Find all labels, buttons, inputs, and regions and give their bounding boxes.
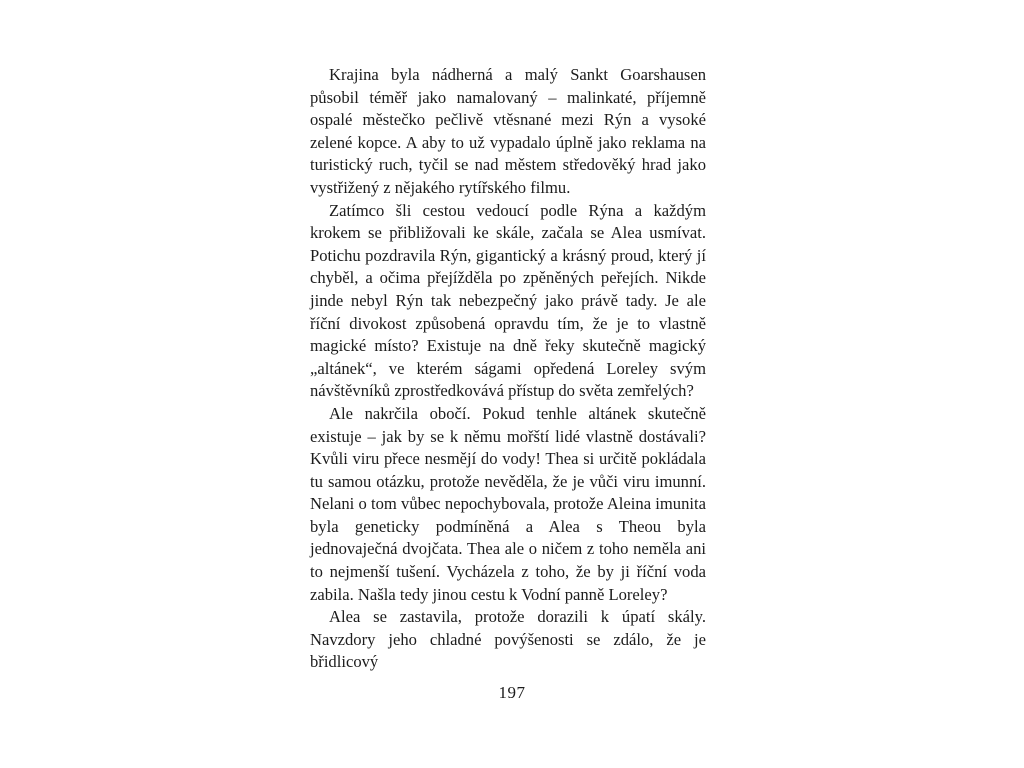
paragraph-3: Ale nakrčila obočí. Pokud tenhle altánek skutečně existuje – jak by se k němu mořští lidé vlastně dostávali? Kvůli viru přece nesmějí do vody! Thea si určitě pokládala tu samou otázku, protože nevěděla, že je vůči viru imunní. Nelani o tom vůbec nepochybovala, protože Aleina imunita byla geneticky podmíněná a Alea s Theou byla jednovaječná dvojčata. Thea ale o ničem z toho neměla ani to nejmenší tušení. Vycházela z toho, že by ji říční voda zabila. Našla tedy jinou cestu k Vodní panně Loreley? [310, 403, 706, 604]
paragraph-1: Krajina byla nádherná a malý Sankt Goarshausen působil téměř jako namalovaný – malinkaté, příjemně ospalé městečko pečlivě vtěsnané mezi Rýn a vysoké zelené kopce. A aby to už vypadalo úplně jako reklama na turistický ruch, tyčil se nad městem středověký hrad jako vystřižený z nějakého rytířského filmu. [310, 65, 706, 197]
paragraph-2: Zatímco šli cestou vedoucí podle Rýna a každým krokem se přibližovali ke skále, začala se Alea usmívat. Potichu pozdravila Rýn, gigantický a krásný proud, který jí chyběl, a očima přejížděla po zpěněných peřejích. Nikde jinde nebyl Rýn tak nebezpečný jako právě tady. Je ale říční divokost způsobená opravdu tím, že je to vlastně magické místo? Existuje na dně řeky skutečně magický „altánek“, ve kterém ságami opředená Loreley svým návštěvníků zprostředkovává přístup do světa zemřelých? [310, 200, 706, 401]
body-text [310, 64, 706, 674]
page-number: 197 [498, 683, 526, 702]
paragraph-4: Alea se zastavila, protože dorazili k úpatí skály. Navzdory jeho chladné povýšenosti se zdálo, že je břidlicový [310, 607, 706, 672]
